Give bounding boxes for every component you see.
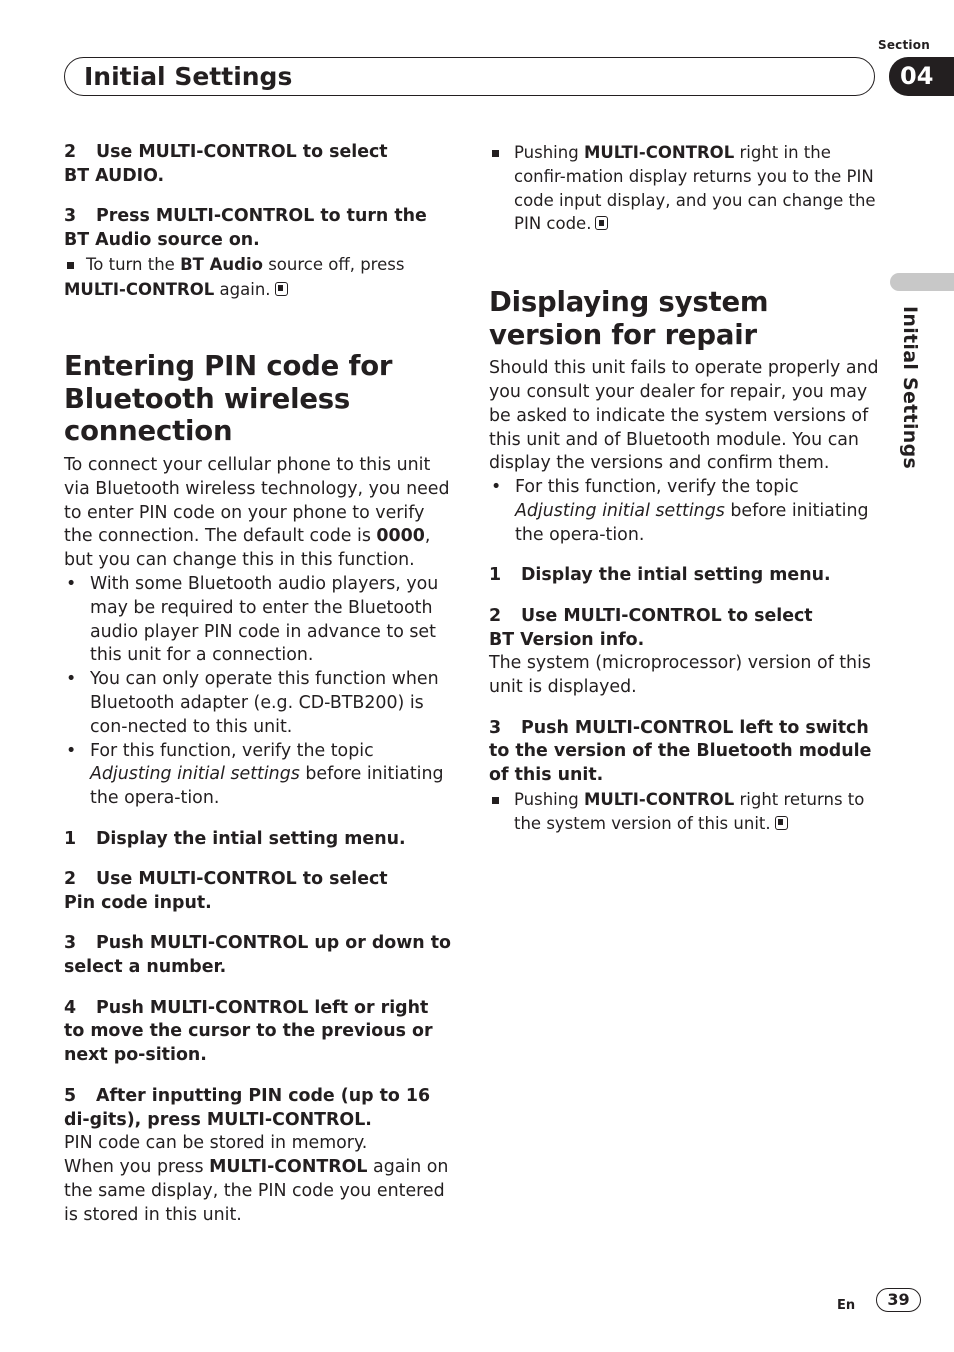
bullet-item: • With some Bluetooth audio players, you may be required to enter the Bluetooth audio player PIN code in advance to set this unit for a connection.: [66, 573, 439, 666]
step-2-body: The system (microprocessor) version of this unit is displayed.: [489, 653, 871, 698]
right-column: [489, 141, 879, 836]
section-label: Section: [878, 38, 930, 52]
end-mark-icon: [595, 216, 608, 230]
step-2-select-bt-audio: 2 Use MULTI-CONTROL to select BT AUDIO.: [64, 142, 388, 186]
step-5-body-2: When you press MULTI-CONTROL again on the same display, the PIN code you entered is stored in this unit.: [64, 1157, 449, 1225]
step-5-body: PIN code can be stored in memory.: [64, 1133, 368, 1154]
note-square-icon: [492, 150, 499, 157]
note-change-pin: Pushing MULTI-CONTROL right in the confir-mation display returns you to the PIN code input display, and you can change the PIN code.: [489, 141, 879, 236]
section-heading-system-version: Displaying system version for repair: [489, 286, 769, 351]
step-1-display-menu: 1 Display the intial setting menu.: [64, 828, 406, 849]
system-version-intro: Should this unit fails to operate properly and you consult your dealer for repair, you may be asked to indicate the system versions of this unit and of Bluetooth module. You can display the versions and confirm them.: [489, 358, 879, 474]
language-label: En: [837, 1298, 856, 1313]
end-mark-icon: [775, 816, 788, 830]
bullet-item: • You can only operate this function when Bluetooth adapter (e.g. CD-BTB200) is con-nected to this unit.: [66, 669, 439, 737]
step-5-press-control: 5 After inputting PIN code (up to 16 di-gits), press MULTI-CONTROL.: [64, 1085, 431, 1130]
step-1-display-menu: 1 Display the intial setting menu.: [489, 565, 831, 586]
section-number-tab: 04: [889, 57, 954, 96]
note-square-icon: [492, 797, 499, 804]
step-2-select-pin-input: 2 Use MULTI-CONTROL to select Pin code input.: [64, 869, 388, 913]
note-square-icon: [67, 262, 74, 269]
step-3-switch-version: 3 Push MULTI-CONTROL left to switch to the version of the Bluetooth module of this unit.: [489, 717, 872, 786]
bullet-item: • For this function, verify the topic Adjusting initial settings before initiating the opera-tion.: [66, 740, 444, 809]
step-3-turn-on-source: 3 Press MULTI-CONTROL to turn the BT Audio source on.: [64, 206, 427, 251]
pin-intro-paragraph: To connect your cellular phone to this unit via Bluetooth wireless technology, you need to enter PIN code on your phone to verify the connection. The default code is 0000, but you can change this in this function.: [64, 454, 450, 571]
section-heading-pin-code: Entering PIN code for Bluetooth wireless connection: [64, 350, 393, 448]
step-4-move-cursor: 4 Push MULTI-CONTROL left or right to move the cursor to the previous or next po-sition.: [64, 997, 433, 1066]
note-return-system-version: Pushing MULTI-CONTROL right returns to the system version of this unit.: [489, 788, 879, 836]
page-title: Initial Settings: [84, 62, 293, 91]
step-3-select-number: 3 Push MULTI-CONTROL up or down to select a number.: [64, 933, 451, 978]
side-section-label: Initial Settings: [899, 306, 921, 470]
side-tab-marker: [890, 273, 954, 291]
bullet-item: • For this function, verify the topic Adjusting initial settings before initiating the opera-tion.: [491, 477, 869, 545]
end-mark-icon: [275, 282, 288, 296]
page-number: 39: [876, 1288, 921, 1312]
step-2-select-bt-version: 2 Use MULTI-CONTROL to select BT Version info.: [489, 605, 813, 650]
note-turn-off-source: To turn the BT Audio source off, press MULTI-CONTROL again.: [64, 254, 405, 299]
left-column: [64, 141, 454, 1228]
